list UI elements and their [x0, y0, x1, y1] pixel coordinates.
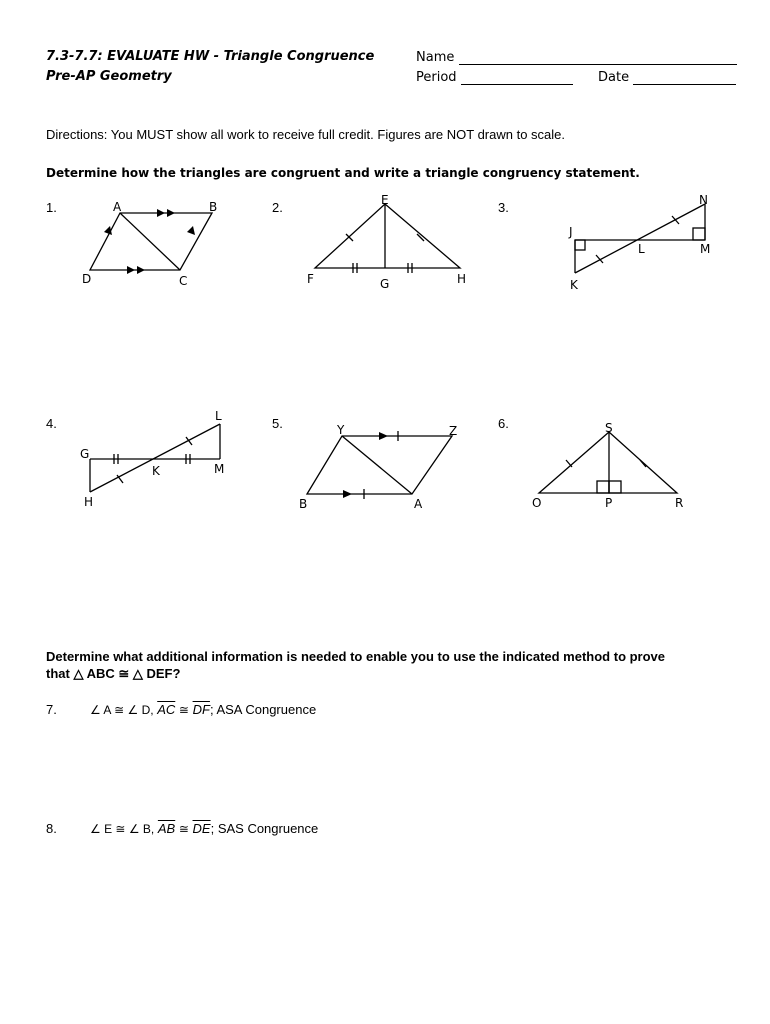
- diagonal-ya: [342, 436, 412, 494]
- directions: Directions: You MUST show all work to receive full credit. Figures are NOT drawn to scale.: [46, 127, 566, 142]
- congruent-symbol: ≅: [178, 703, 189, 717]
- vertex-label: H: [457, 272, 467, 286]
- method-label: ; SAS Congruence: [210, 821, 319, 836]
- segment-name: $\overline{AC}$: [157, 702, 176, 717]
- vertex-label: F: [307, 272, 314, 286]
- parallelogram-outline: [307, 436, 452, 494]
- vertex-label: K: [570, 278, 578, 292]
- vertex-label: B: [209, 200, 218, 214]
- angle-statement: ∠ A ≅ ∠ D,: [90, 703, 154, 717]
- section2-instruction-line2: that △ ABC ≅ △ DEF?: [46, 666, 181, 681]
- angle-statement: ∠ E ≅ ∠ B,: [90, 822, 155, 836]
- period-label: Period: [416, 70, 457, 85]
- problem-7-given: [90, 702, 316, 717]
- name-label: Name: [416, 50, 455, 65]
- vertex-label: Z: [449, 424, 458, 438]
- vertex-label: M: [214, 462, 225, 476]
- problem-number: 3.: [498, 200, 509, 215]
- vertex-label: P: [605, 496, 613, 510]
- vertex-label: H: [84, 495, 94, 509]
- vertex-label: J: [569, 225, 573, 239]
- segment-name: $\overline{DF}$: [192, 702, 210, 717]
- vertex-label: Y: [337, 423, 345, 437]
- tick-mark: [672, 216, 679, 224]
- vertex-label: L: [215, 409, 222, 423]
- vertex-label: O: [532, 496, 542, 510]
- vertex-label: C: [179, 274, 188, 288]
- figure-5-parallelogram: [292, 418, 477, 513]
- name-field: [416, 50, 737, 65]
- figure-6-triangle: [525, 418, 700, 513]
- parallelogram-outline: [90, 213, 212, 270]
- figure-2-triangle: [300, 190, 480, 295]
- vertex-label: G: [380, 277, 390, 291]
- segment-kn: [575, 204, 705, 273]
- period-blank[interactable]: [461, 72, 573, 85]
- problem-number: 2.: [272, 200, 283, 215]
- triangle-outline: [315, 204, 460, 268]
- segment-name: $\overline{DE}$: [192, 821, 211, 836]
- vertex-label: A: [414, 497, 423, 511]
- problem-number: 7.: [46, 702, 57, 717]
- right-angle-mark: [693, 228, 705, 240]
- triangle-outline: [539, 432, 677, 493]
- diagonal-ac: [120, 213, 180, 270]
- vertex-label: A: [113, 200, 122, 214]
- problem-number: 5.: [272, 416, 283, 431]
- right-angle-mark: [609, 481, 621, 493]
- problem-number: 8.: [46, 821, 57, 836]
- date-field: [598, 70, 736, 85]
- date-label: Date: [598, 70, 630, 85]
- section1-instruction: Determine how the triangles are congruent and write a triangle congruency statement.: [46, 166, 640, 180]
- figure-3-triangles: [560, 190, 720, 295]
- vertex-label: M: [700, 242, 711, 256]
- vertex-label: G: [80, 447, 90, 461]
- figure-4-triangles: [78, 405, 238, 510]
- section2-instruction-line1: Determine what additional information is needed to enable you to use the indicated method to prove: [46, 649, 666, 664]
- figure-1-parallelogram: [75, 195, 235, 290]
- congruent-symbol: ≅: [178, 822, 189, 836]
- method-label: ; ASA Congruence: [209, 702, 317, 717]
- vertex-label: K: [152, 464, 160, 478]
- course-name: Pre-AP Geometry: [46, 69, 172, 84]
- vertex-label: R: [675, 496, 684, 510]
- vertex-label: B: [299, 497, 308, 511]
- date-blank[interactable]: [633, 72, 736, 85]
- vertex-label: S: [605, 421, 613, 435]
- worksheet-title: 7.3-7.7: EVALUATE HW - Triangle Congruence: [46, 49, 375, 64]
- period-field: [416, 70, 573, 85]
- problem-8-given: [90, 821, 318, 836]
- vertex-label: N: [699, 193, 708, 207]
- problem-number: 4.: [46, 416, 57, 431]
- name-blank[interactable]: [459, 52, 737, 65]
- right-angle-mark: [575, 240, 585, 250]
- problem-number: 1.: [46, 200, 57, 215]
- vertex-label: E: [381, 193, 389, 207]
- segment-name: $\overline{AB}$: [157, 821, 176, 836]
- vertex-label: L: [638, 242, 645, 256]
- tick-mark: [566, 460, 572, 467]
- tick-mark: [640, 460, 646, 467]
- problem-number: 6.: [498, 416, 509, 431]
- right-angle-mark: [597, 481, 609, 493]
- segment-hl: [90, 424, 220, 492]
- vertex-label: D: [82, 272, 92, 286]
